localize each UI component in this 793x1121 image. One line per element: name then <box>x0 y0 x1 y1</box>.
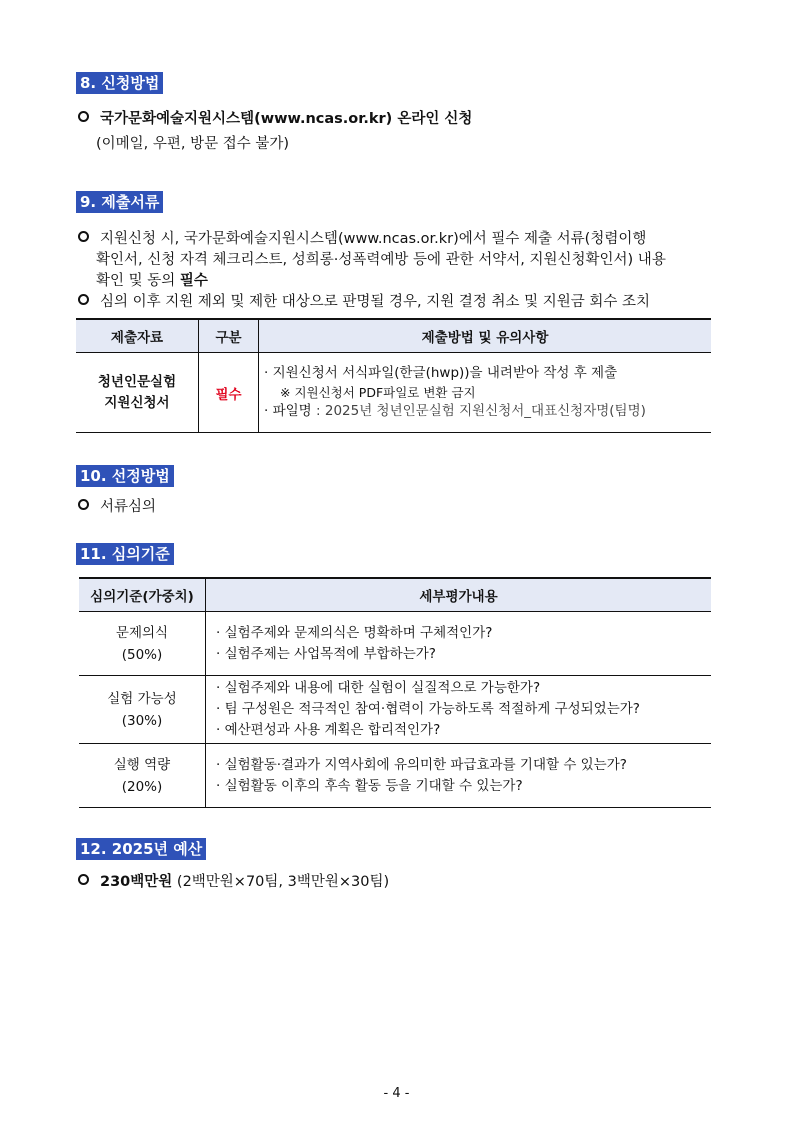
table-row <box>79 612 711 676</box>
document-name-line-1: 청년인문실험 <box>97 373 177 390</box>
document-name-cell <box>76 353 199 433</box>
table-row <box>76 353 711 433</box>
criterion-name: 실행 역량 <box>113 756 171 773</box>
application-method-text: 국가문화예술지원시스템(www.ncas.or.kr) 온라인 신청 <box>100 111 473 127</box>
criterion-name: 문제의식 <box>115 624 169 641</box>
evaluation-criteria-table <box>79 577 711 808</box>
submission-note-2: ※ 지원신청서 PDF파일로 변환 금지 <box>280 385 476 400</box>
table-row <box>79 744 711 808</box>
table-header: 제출방법 및 유의사항 <box>259 319 712 353</box>
table-header-row <box>76 319 711 353</box>
table-header-row <box>79 578 711 612</box>
table-header: 구분 <box>199 319 259 353</box>
section-9-item-1 <box>78 229 646 249</box>
hollow-bullet-icon <box>78 499 89 510</box>
table-header: 제출자료 <box>76 319 199 353</box>
hollow-bullet-icon <box>78 874 89 885</box>
budget-amount: 230백만원 <box>100 874 173 890</box>
file-name-value: : 2025년 청년인문실험 지원신청서_대표신청자명(팀명) <box>311 403 646 419</box>
criterion-weight: (30%) <box>121 712 163 729</box>
criterion-details-cell <box>206 676 712 744</box>
section-9-item-1-line-3-text: 확인 및 동의 <box>96 273 180 289</box>
file-name-label: · 파일명 <box>264 403 312 419</box>
application-exclusion-note: (이메일, 우편, 방문 접수 불가) <box>96 136 290 152</box>
document-name-line-2: 지원신청서 <box>104 394 170 411</box>
criterion-details-cell <box>206 744 712 808</box>
submission-notes-cell <box>259 353 712 433</box>
section-9-item-2 <box>78 292 650 312</box>
table-header: 심의기준(가중치) <box>79 578 206 612</box>
criterion-detail: · 실험활동·결과가 지역사회에 유의미한 파급효과를 기대할 수 있는가? <box>216 756 627 773</box>
criterion-detail: · 실험활동 이후의 후속 활동 등을 기대할 수 있는가? <box>216 777 523 794</box>
submission-note-1: · 지원신청서 서식파일(한글(hwp))을 내려받아 작성 후 제출 <box>264 365 618 381</box>
requirement-type-cell: 필수 <box>199 353 259 433</box>
section-12-item <box>78 872 389 892</box>
criterion-weight: (20%) <box>121 778 163 795</box>
submission-documents-table <box>76 318 711 433</box>
section-8-heading: 8. 신청방법 <box>76 72 163 94</box>
submission-note-3 <box>264 402 710 421</box>
section-9-item-1-line-2: 확인서, 신청 자격 체크리스트, 성희롱·성폭력예방 등에 관한 서약서, 지원신청확인서) 내용 <box>96 252 666 268</box>
criterion-cell <box>79 744 206 808</box>
selection-method-text: 서류심의 <box>100 499 157 515</box>
hollow-bullet-icon <box>78 231 89 242</box>
criterion-cell <box>79 676 206 744</box>
section-8-item <box>78 109 472 129</box>
table-row <box>79 676 711 744</box>
criterion-details-cell <box>206 612 712 676</box>
criterion-name: 실험 가능성 <box>107 690 177 707</box>
section-9-item-1-line-1: 지원신청 시, 국가문화예술지원시스템(www.ncas.or.kr)에서 필수 제출 서류(청렴이행 <box>100 231 647 247</box>
section-9-item-2-text: 심의 이후 지원 제외 및 제한 대상으로 판명될 경우, 지원 결정 취소 및 지원금 회수 조치 <box>100 294 650 310</box>
page-number: - 4 - <box>383 1086 410 1101</box>
criterion-detail: · 팀 구성원은 적극적인 참여·협력이 가능하도록 적절하게 구성되었는가? <box>216 701 640 717</box>
criterion-detail: · 실험주제와 문제의식은 명확하며 구체적인가? <box>216 624 493 641</box>
criterion-detail: · 예산편성과 사용 계획은 합리적인가? <box>216 722 441 738</box>
section-10-heading: 10. 선정방법 <box>76 465 174 487</box>
section-11-heading: 11. 심의기준 <box>76 543 174 565</box>
hollow-bullet-icon <box>78 111 89 122</box>
criterion-cell <box>79 612 206 676</box>
hollow-bullet-icon <box>78 294 89 305</box>
criterion-detail: · 실험주제는 사업목적에 부합하는가? <box>216 645 436 662</box>
criterion-detail: · 실험주제와 내용에 대한 실험이 실질적으로 가능한가? <box>216 680 541 696</box>
section-9-heading: 9. 제출서류 <box>76 191 163 213</box>
table-header: 세부평가내용 <box>206 578 712 612</box>
section-12-heading: 12. 2025년 예산 <box>76 838 206 860</box>
section-9-item-1-line-3 <box>96 271 208 291</box>
required-emphasis: 필수 <box>179 273 208 289</box>
budget-breakdown: (2백만원×70팀, 3백만원×30팀) <box>172 874 390 890</box>
section-10-item <box>78 497 156 517</box>
criterion-weight: (50%) <box>121 646 163 663</box>
